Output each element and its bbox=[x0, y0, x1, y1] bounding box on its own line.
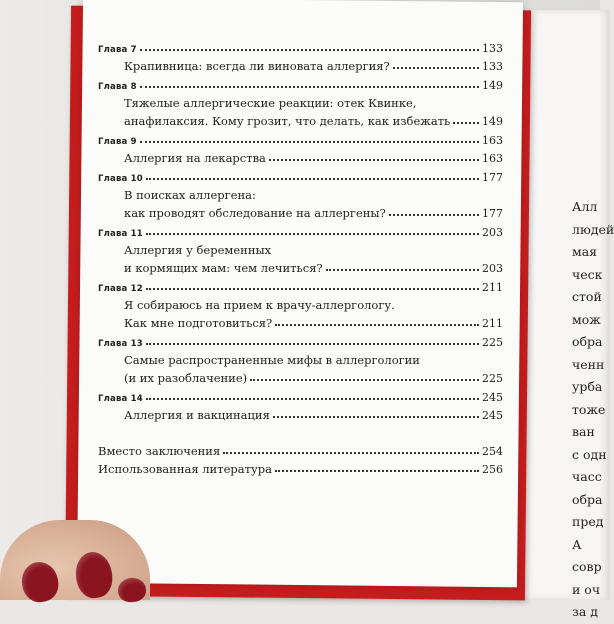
leader-dots bbox=[146, 398, 479, 400]
toc-chapter-row bbox=[98, 73, 503, 92]
right-page-line: ван bbox=[572, 424, 595, 439]
page-number: 203 bbox=[482, 262, 503, 275]
leader-dots bbox=[269, 159, 479, 161]
toc-entry-row bbox=[98, 257, 503, 275]
toc-entry-row bbox=[98, 312, 503, 330]
toc-chapter-row bbox=[98, 36, 503, 55]
right-page-line: обра bbox=[572, 491, 603, 507]
toc-entry-row bbox=[98, 458, 503, 476]
toc-chapter-row bbox=[98, 275, 503, 294]
page-number: 245 bbox=[482, 391, 503, 404]
right-page-line: мая bbox=[572, 244, 598, 259]
right-page-line: ческ bbox=[572, 266, 603, 282]
entry-title: как проводят обследование на аллергены? bbox=[124, 206, 386, 220]
toc-entry-row bbox=[98, 55, 503, 73]
right-page-text bbox=[572, 196, 614, 624]
right-page-line: с одн bbox=[572, 446, 607, 462]
chapter-label: Глава 10 bbox=[98, 174, 143, 184]
right-page-line: тоже bbox=[572, 401, 606, 417]
entry-title: Самые распространенные мифы в аллергологии bbox=[124, 353, 420, 367]
entry-title: Как мне подготовиться? bbox=[124, 316, 273, 330]
toc-chapter-row bbox=[98, 220, 503, 239]
toc-entry-row bbox=[98, 367, 503, 385]
right-page-line: часс bbox=[572, 469, 602, 484]
right-page-line: стой bbox=[572, 289, 602, 304]
page-number: 256 bbox=[482, 463, 503, 476]
toc-entry-row bbox=[98, 110, 503, 128]
toc-entry-row bbox=[98, 440, 503, 458]
leader-dots bbox=[146, 178, 479, 180]
entry-title: Аллергия на лекарства bbox=[124, 151, 266, 165]
page-number: 211 bbox=[482, 281, 503, 294]
toc-entry-row bbox=[98, 294, 503, 312]
right-page-line: людей bbox=[572, 221, 614, 237]
leader-dots bbox=[140, 141, 479, 143]
toc-entry-row bbox=[98, 404, 503, 422]
chapter-label: Глава 7 bbox=[98, 45, 137, 55]
page-number: 245 bbox=[482, 409, 503, 422]
chapter-label: Глава 11 bbox=[98, 229, 143, 239]
leader-dots bbox=[140, 49, 479, 51]
right-page-line: обра bbox=[572, 334, 603, 349]
chapter-label: Глава 12 bbox=[98, 284, 143, 294]
right-page-line: мож bbox=[572, 311, 601, 327]
right-page-line: ченн bbox=[572, 356, 605, 372]
leader-dots bbox=[140, 86, 479, 88]
right-page-line: Алл bbox=[572, 199, 598, 214]
right-page-line: и оч bbox=[572, 581, 601, 597]
page-number: 225 bbox=[482, 336, 503, 349]
right-page-line: урба bbox=[572, 379, 603, 394]
leader-dots bbox=[223, 452, 479, 454]
page-number: 133 bbox=[482, 60, 503, 73]
page-number: 133 bbox=[482, 42, 503, 55]
chapter-label: Глава 8 bbox=[98, 82, 137, 92]
page-number: 225 bbox=[482, 372, 503, 385]
chapter-label: Глава 14 bbox=[98, 394, 143, 404]
table-of-contents bbox=[98, 36, 503, 476]
leader-dots bbox=[273, 416, 479, 418]
leader-dots bbox=[146, 233, 479, 235]
leader-dots bbox=[146, 288, 479, 290]
chapter-label: Глава 9 bbox=[98, 137, 137, 147]
page-number: 163 bbox=[482, 134, 503, 147]
page-number: 163 bbox=[482, 152, 503, 165]
right-page-line: совр bbox=[572, 559, 602, 574]
leader-dots bbox=[275, 324, 479, 326]
toc-entry-row bbox=[98, 239, 503, 257]
leader-dots bbox=[326, 269, 479, 271]
entry-title: (и их разоблачение) bbox=[124, 371, 248, 385]
page-number: 177 bbox=[482, 207, 503, 220]
entry-title: Тяжелые аллергические реакции: отек Квинке, bbox=[124, 96, 417, 110]
page-number: 211 bbox=[482, 317, 503, 330]
chapter-label: Глава 13 bbox=[98, 339, 143, 349]
entry-title: Аллергия у беременных bbox=[124, 243, 272, 257]
entry-title: Вместо заключения bbox=[98, 444, 221, 458]
toc-chapter-row bbox=[98, 330, 503, 349]
leader-dots bbox=[250, 379, 479, 381]
leader-dots bbox=[146, 343, 479, 345]
toc-chapter-row bbox=[98, 385, 503, 404]
leader-dots bbox=[393, 67, 479, 69]
toc-entry-row bbox=[98, 349, 503, 367]
entry-title: Аллергия и вакцинация bbox=[124, 408, 270, 422]
entry-title: и кормящих мам: чем лечиться? bbox=[124, 261, 323, 275]
toc-entry-row bbox=[98, 184, 503, 202]
entry-title: Использованная литература bbox=[98, 462, 272, 476]
page-number: 149 bbox=[482, 115, 503, 128]
right-page-line: за д bbox=[572, 604, 598, 619]
toc-entry-row bbox=[98, 147, 503, 165]
right-page-line: пред bbox=[572, 514, 604, 529]
page-number: 149 bbox=[482, 79, 503, 92]
toc-entry-row bbox=[98, 92, 503, 110]
entry-title: Я собираюсь на прием к врачу-аллергологу. bbox=[124, 298, 395, 312]
leader-dots bbox=[389, 214, 479, 216]
toc-chapter-row bbox=[98, 165, 503, 184]
page-number: 177 bbox=[482, 171, 503, 184]
leader-dots bbox=[275, 470, 479, 472]
toc-entry-row bbox=[98, 202, 503, 220]
entry-title: В поисках аллергена: bbox=[124, 188, 256, 202]
entry-title: Крапивница: всегда ли виновата аллергия? bbox=[124, 59, 390, 73]
toc-chapter-row bbox=[98, 128, 503, 147]
page-number: 203 bbox=[482, 226, 503, 239]
page-number: 254 bbox=[482, 445, 503, 458]
right-page-line: А bbox=[572, 536, 582, 552]
leader-dots bbox=[453, 122, 479, 124]
entry-title: анафилаксия. Кому грозит, что делать, как избежать bbox=[124, 114, 451, 128]
